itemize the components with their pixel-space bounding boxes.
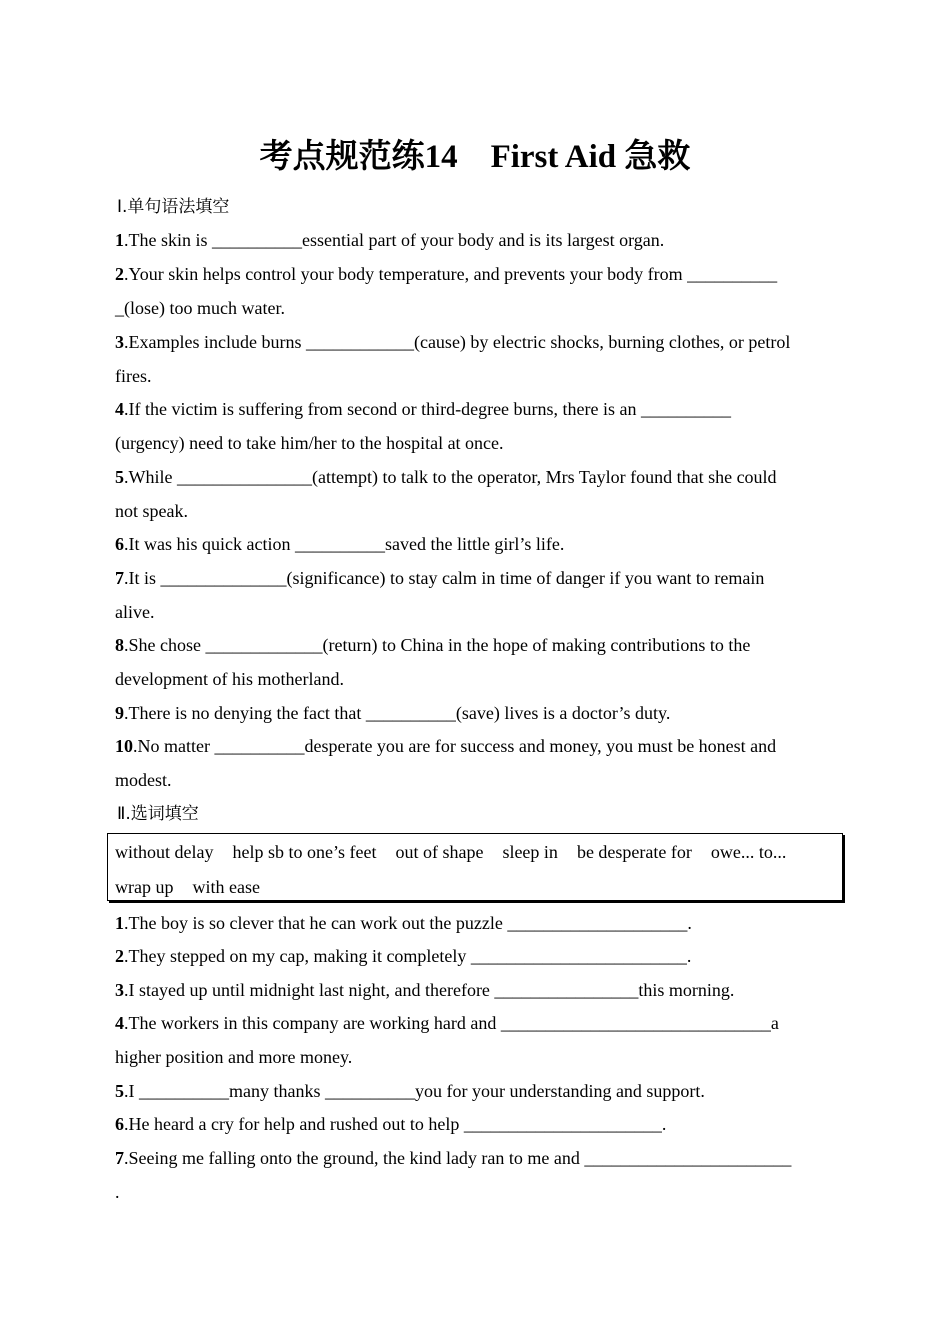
word-bank-phrase: sleep in bbox=[502, 842, 558, 862]
question-line bbox=[115, 944, 691, 968]
question-line bbox=[115, 1011, 779, 1035]
question-text: .It was his quick action __________saved the little girl’s life. bbox=[124, 534, 565, 554]
question-line-continued: alive. bbox=[115, 602, 155, 622]
question-line bbox=[115, 262, 777, 286]
question-line bbox=[115, 532, 564, 556]
word-bank-phrase: wrap up bbox=[115, 877, 174, 897]
question-line bbox=[115, 566, 764, 590]
question-line bbox=[115, 397, 731, 421]
question-line-continued: fires. bbox=[115, 366, 152, 386]
question-text: .While _______________(attempt) to talk to the operator, Mrs Taylor found that she could bbox=[124, 467, 777, 487]
word-bank-phrase: out of shape bbox=[395, 842, 484, 862]
question-number: 2 bbox=[115, 264, 124, 284]
word-bank-row bbox=[115, 875, 260, 899]
word-bank-phrase: with ease bbox=[192, 877, 260, 897]
question-text: .The boy is so clever that he can work out the puzzle ____________________. bbox=[124, 913, 692, 933]
question-text: .It is ______________(significance) to stay calm in time of danger if you want to remain bbox=[124, 568, 765, 588]
question-line bbox=[115, 978, 734, 1002]
word-bank-row bbox=[115, 840, 786, 864]
word-bank-phrase: help sb to one’s feet bbox=[232, 842, 377, 862]
question-line bbox=[115, 701, 670, 725]
question-number: 10 bbox=[115, 736, 133, 756]
question-number: 5 bbox=[115, 1081, 124, 1101]
question-number: 4 bbox=[115, 1013, 124, 1033]
question-number: 6 bbox=[115, 534, 124, 554]
question-line-continued: not speak. bbox=[115, 501, 188, 521]
question-number: 2 bbox=[115, 946, 124, 966]
question-text: .I stayed up until midnight last night, and therefore ________________this morning. bbox=[124, 980, 735, 1000]
question-text: .He heard a cry for help and rushed out to help ______________________. bbox=[124, 1114, 667, 1134]
word-bank-box bbox=[107, 833, 843, 901]
question-text: .She chose _____________(return) to China in the hope of making contributions to the bbox=[124, 635, 751, 655]
question-line bbox=[115, 228, 664, 252]
question-text: .No matter __________desperate you are for success and money, you must be honest and bbox=[133, 736, 777, 756]
question-text: .Seeing me falling onto the ground, the kind lady ran to me and _______________________ bbox=[124, 1148, 792, 1168]
question-number: 7 bbox=[115, 1148, 124, 1168]
section-2-heading: Ⅱ.选词填空 bbox=[117, 804, 199, 824]
question-line bbox=[115, 633, 750, 657]
question-text: .I __________many thanks __________you for your understanding and support. bbox=[124, 1081, 705, 1101]
question-text: .There is no denying the fact that __________(save) lives is a doctor’s duty. bbox=[124, 703, 671, 723]
word-bank-phrase: be desperate for bbox=[576, 842, 692, 862]
question-line-continued: development of his motherland. bbox=[115, 669, 344, 689]
question-text: .Your skin helps control your body temperature, and prevents your body from __________ bbox=[124, 264, 778, 284]
question-line bbox=[115, 1079, 705, 1103]
question-number: 4 bbox=[115, 399, 124, 419]
question-line bbox=[115, 734, 776, 758]
question-number: 9 bbox=[115, 703, 124, 723]
question-number: 1 bbox=[115, 913, 124, 933]
question-text: .Examples include burns ____________(cause) by electric shocks, burning clothes, or petrol bbox=[124, 332, 791, 352]
question-number: 5 bbox=[115, 467, 124, 487]
question-number: 8 bbox=[115, 635, 124, 655]
question-line bbox=[115, 465, 777, 489]
question-text: .They stepped on my cap, making it completely ________________________. bbox=[124, 946, 692, 966]
question-line-continued: higher position and more money. bbox=[115, 1047, 353, 1067]
question-line bbox=[115, 1146, 791, 1170]
question-line-continued: modest. bbox=[115, 770, 172, 790]
question-number: 1 bbox=[115, 230, 124, 250]
question-text: .The skin is __________essential part of your body and is its largest organ. bbox=[124, 230, 665, 250]
question-number: 7 bbox=[115, 568, 124, 588]
question-text: .If the victim is suffering from second or third-degree burns, there is an __________ bbox=[124, 399, 732, 419]
question-number: 3 bbox=[115, 332, 124, 352]
question-line-continued: _(lose) too much water. bbox=[115, 298, 285, 318]
word-bank-phrase: without delay bbox=[115, 842, 214, 862]
question-line bbox=[115, 1112, 666, 1136]
question-line bbox=[115, 911, 692, 935]
question-text: .The workers in this company are working hard and ______________________________a bbox=[124, 1013, 779, 1033]
word-bank-phrase: owe... to... bbox=[710, 842, 787, 862]
question-line-continued: (urgency) need to take him/her to the hospital at once. bbox=[115, 433, 504, 453]
section-1-heading: Ⅰ.单句语法填空 bbox=[117, 197, 230, 217]
question-line-continued: . bbox=[115, 1182, 120, 1202]
question-number: 6 bbox=[115, 1114, 124, 1134]
page-title: 考点规范练14 First Aid 急救 bbox=[259, 139, 691, 175]
question-line bbox=[115, 330, 790, 354]
question-number: 3 bbox=[115, 980, 124, 1000]
